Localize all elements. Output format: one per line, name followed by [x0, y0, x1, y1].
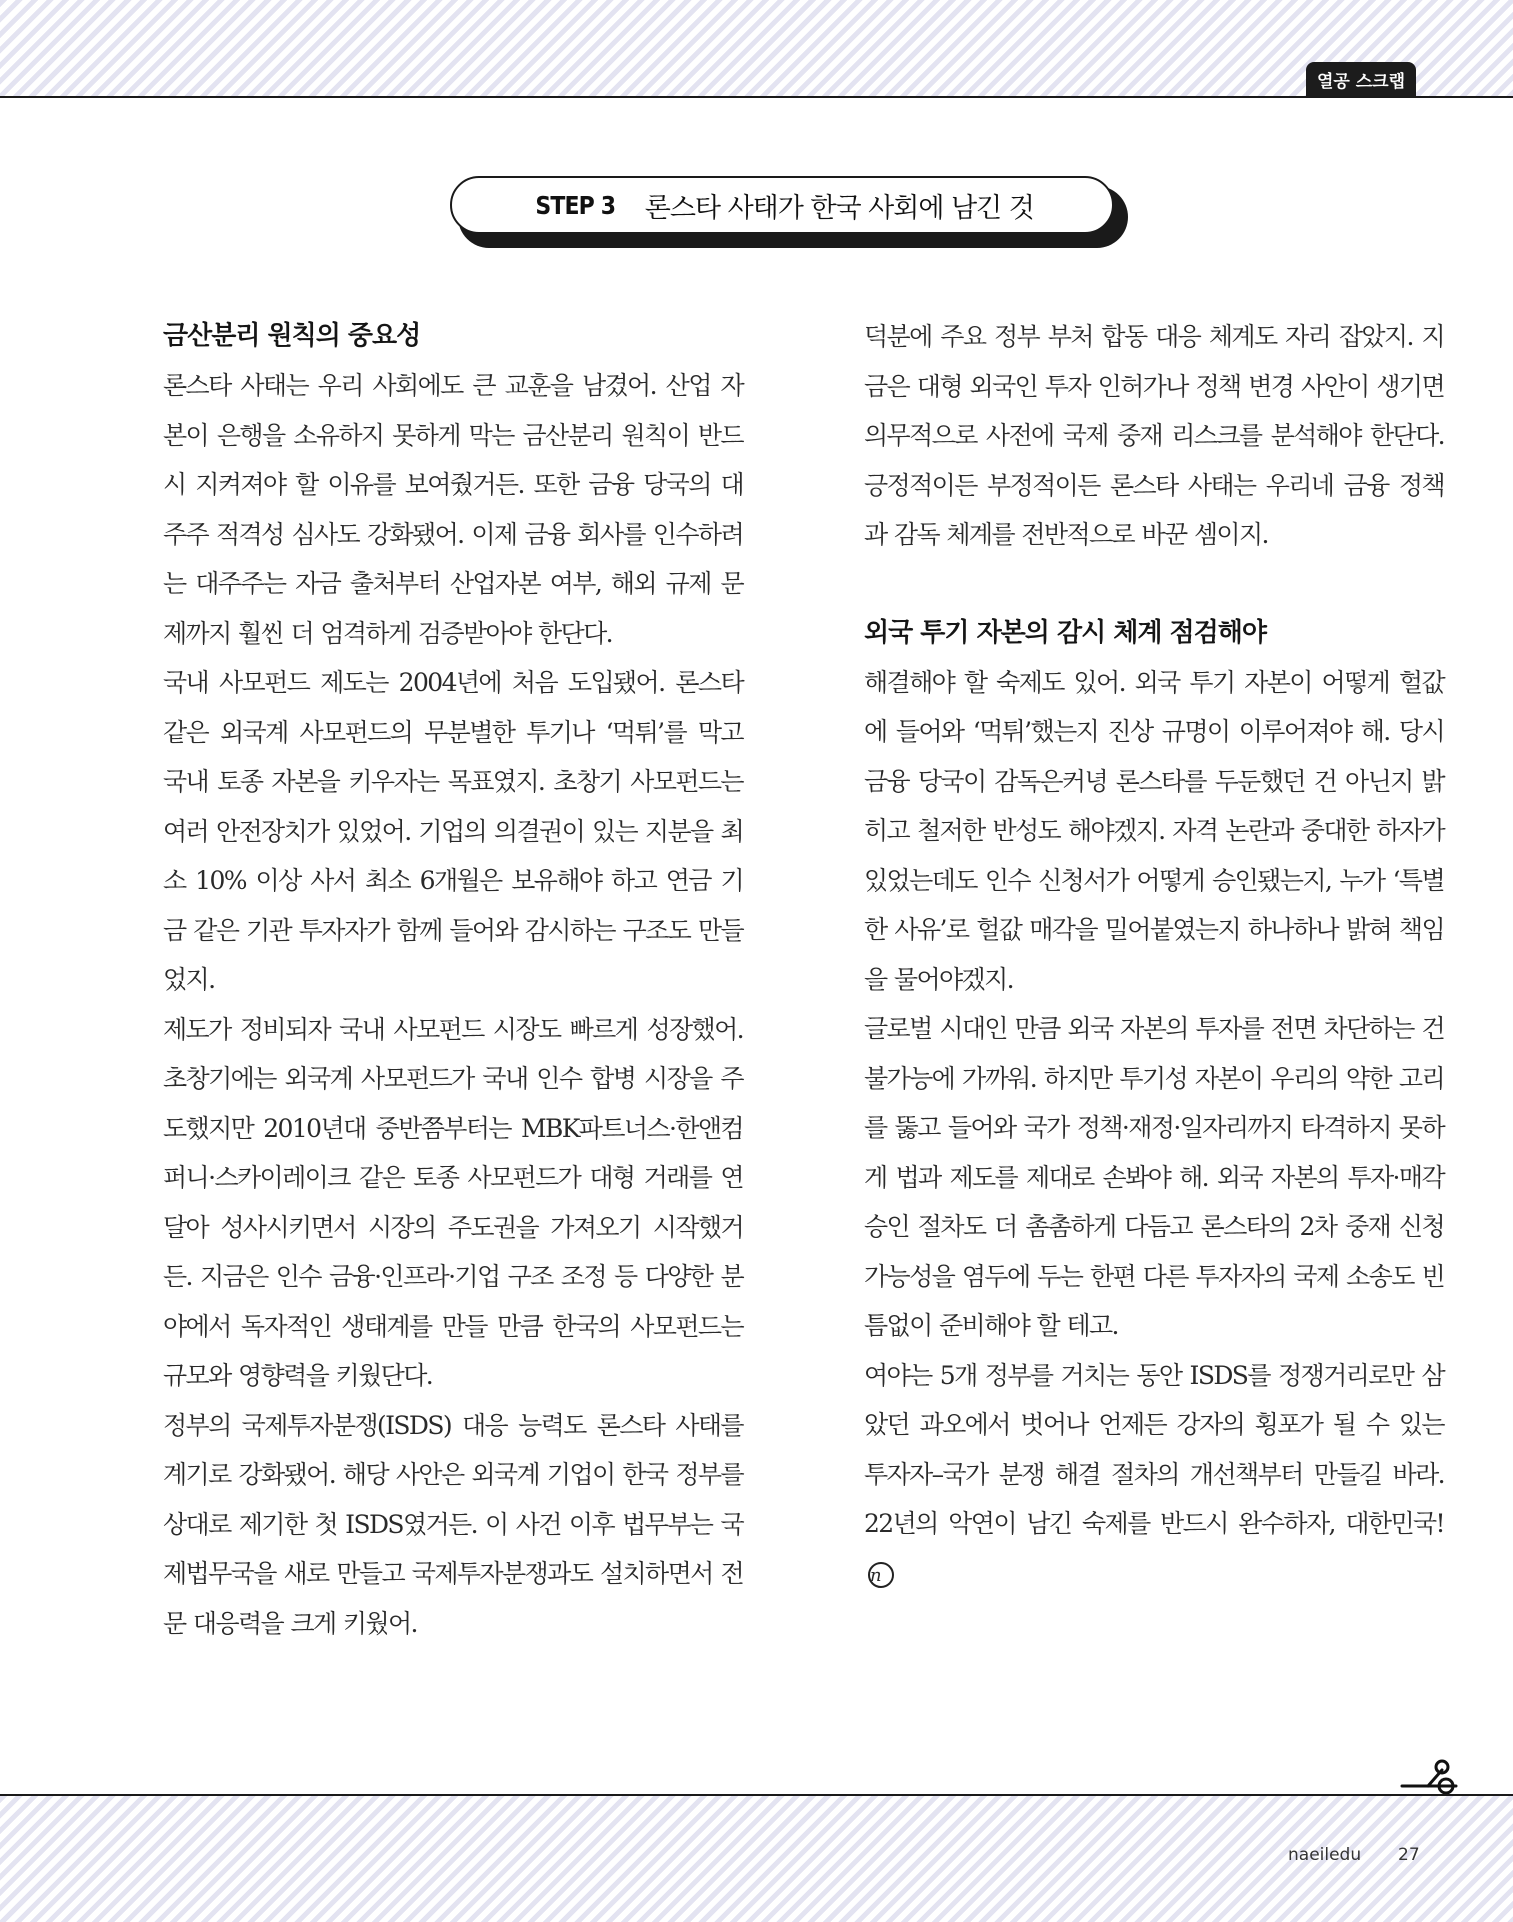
body-paragraph: 국내 사모펀드 제도는 2004년에 처음 도입됐어. 론스타 같은 외국계 사모펀드의 무분별한 투기나 ‘먹튀’를 막고 국내 토종 자본을 키우자는 목표였지. 초창기 사모펀드는 여러 안전장치가 있었어. 기업의 의결권이 있는 지분을 최소 10% 이상 사서 최소 6개월은 보유해야 하고 연금 기금 같은 기관 투자자가 함께 들어와 감시하는 구조도 만들었지. — [163, 668, 743, 994]
body-paragraph: 제도가 정비되자 국내 사모펀드 시장도 빠르게 성장했어. 초창기에는 외국계 사모펀드가 국내 인수 합병 시장을 주도했지만 2010년대 중반쯤부터는 MBK파트너스·한앤컴퍼니·스카이레이크 같은 토종 사모펀드가 대형 거래를 연달아 성사시키면서 시장의 주도권을 가져오기 시작했거든. 지금은 인수 금융·인프라·기업 구조 조정 등 다양한 분야에서 독자적인 생태계를 만들 만큼 한국의 사모펀드는 규모와 영향력을 키웠단다. — [163, 1014, 743, 1390]
body-paragraph: 해결해야 할 숙제도 있어. 외국 투기 자본이 어떻게 헐값에 들어와 ‘먹튀’했는지 진상 규명이 이루어져야 해. 당시 금융 당국이 감독은커녕 론스타를 두둔했던 건 아닌지 밝히고 철저한 반성도 해야겠지. 자격 논란과 중대한 하자가 있었는데도 인수 신청서가 어떻게 승인됐는지, 누가 ‘특별한 사유’로 헐값 매각을 밀어붙였는지 하나하나 밝혀 책임을 물어야겠지. — [864, 667, 1444, 994]
body-paragraph — [864, 1351, 1444, 1599]
scissors-icon — [1398, 1756, 1460, 1796]
page-number: 27 — [1398, 1845, 1420, 1865]
right-column — [864, 312, 1444, 1598]
section-badge: 열공 스크랩 — [1306, 62, 1416, 96]
body-paragraph: 글로벌 시대인 만큼 외국 자본의 투자를 전면 차단하는 건 불가능에 가까워. 하지만 투기성 자본이 우리의 약한 고리를 뚫고 들어와 국가 정책·재정·일자리까지 타격하지 못하게 법과 제도를 제대로 손봐야 해. 외국 자본의 투자·매각 승인 절차도 더 촘촘하게 다듬고 론스타의 2차 중재 신청 가능성을 염두에 두는 한편 다른 투자자의 국제 소송도 빈틈없이 준비해야 할 테고. — [864, 1014, 1444, 1340]
left-section-heading: 금산분리 원칙의 중요성 — [163, 321, 421, 351]
footer-stripe-band — [0, 1794, 1513, 1922]
continued-paragraph: 덕분에 주요 정부 부처 합동 대응 체계도 자리 잡았지. 지금은 대형 외국인 투자 인허가나 정책 변경 사안이 생기면 의무적으로 사전에 국제 중재 리스크를 분석해야 한단다. 긍정적이든 부정적이든 론스타 사태는 우리네 금융 정책과 감독 체계를 전반적으로 바꾼 셈이지. — [864, 322, 1444, 549]
body-paragraph: 론스타 사태는 우리 사회에도 큰 교훈을 남겼어. 산업 자본이 은행을 소유하지 못하게 막는 금산분리 원칙이 반드시 지켜져야 할 이유를 보여줬거든. 또한 금융 당국의 대주주 적격성 심사도 강화됐어. 이제 금융 회사를 인수하려는 대주주는 자금 출처부터 산업자본 여부, 해외 규제 문제까지 훨씬 더 엄격하게 검증받아야 한단다. — [163, 371, 743, 648]
step-label: STEP 3 — [535, 190, 616, 220]
right-section-heading: 외국 투기 자본의 감시 체계 점검해야 — [864, 617, 1266, 648]
header-stripe-band — [0, 0, 1513, 98]
closing-paragraph-text: 여야는 5개 정부를 거치는 동안 ISDS를 정쟁거리로만 삼았던 과오에서 벗어나 언제든 강자의 횡포가 될 수 있는 투자자–국가 분쟁 해결 절차의 개선책부터 만들길 바라. 22년의 악연이 남긴 숙제를 반드시 완수하자, 대한민국! — [864, 1360, 1444, 1538]
end-logo-icon: n — [868, 1562, 894, 1588]
footer-brand: naeiledu — [1288, 1845, 1362, 1865]
section-spacer — [864, 560, 1444, 609]
step-title: 론스타 사태가 한국 사회에 남긴 것 — [644, 192, 1034, 224]
left-column — [163, 312, 743, 1648]
body-paragraph: 정부의 국제투자분쟁(ISDS) 대응 능력도 론스타 사태를 계기로 강화됐어. 해당 사안은 외국계 기업이 한국 정부를 상대로 제기한 첫 ISDS였거든. 이 사건 이후 법무부는 국제법무국을 새로 만들고 국제투자분쟁과도 설치하면서 전문 대응력을 크게 키웠어. — [163, 1410, 743, 1638]
step-banner — [450, 176, 1114, 234]
